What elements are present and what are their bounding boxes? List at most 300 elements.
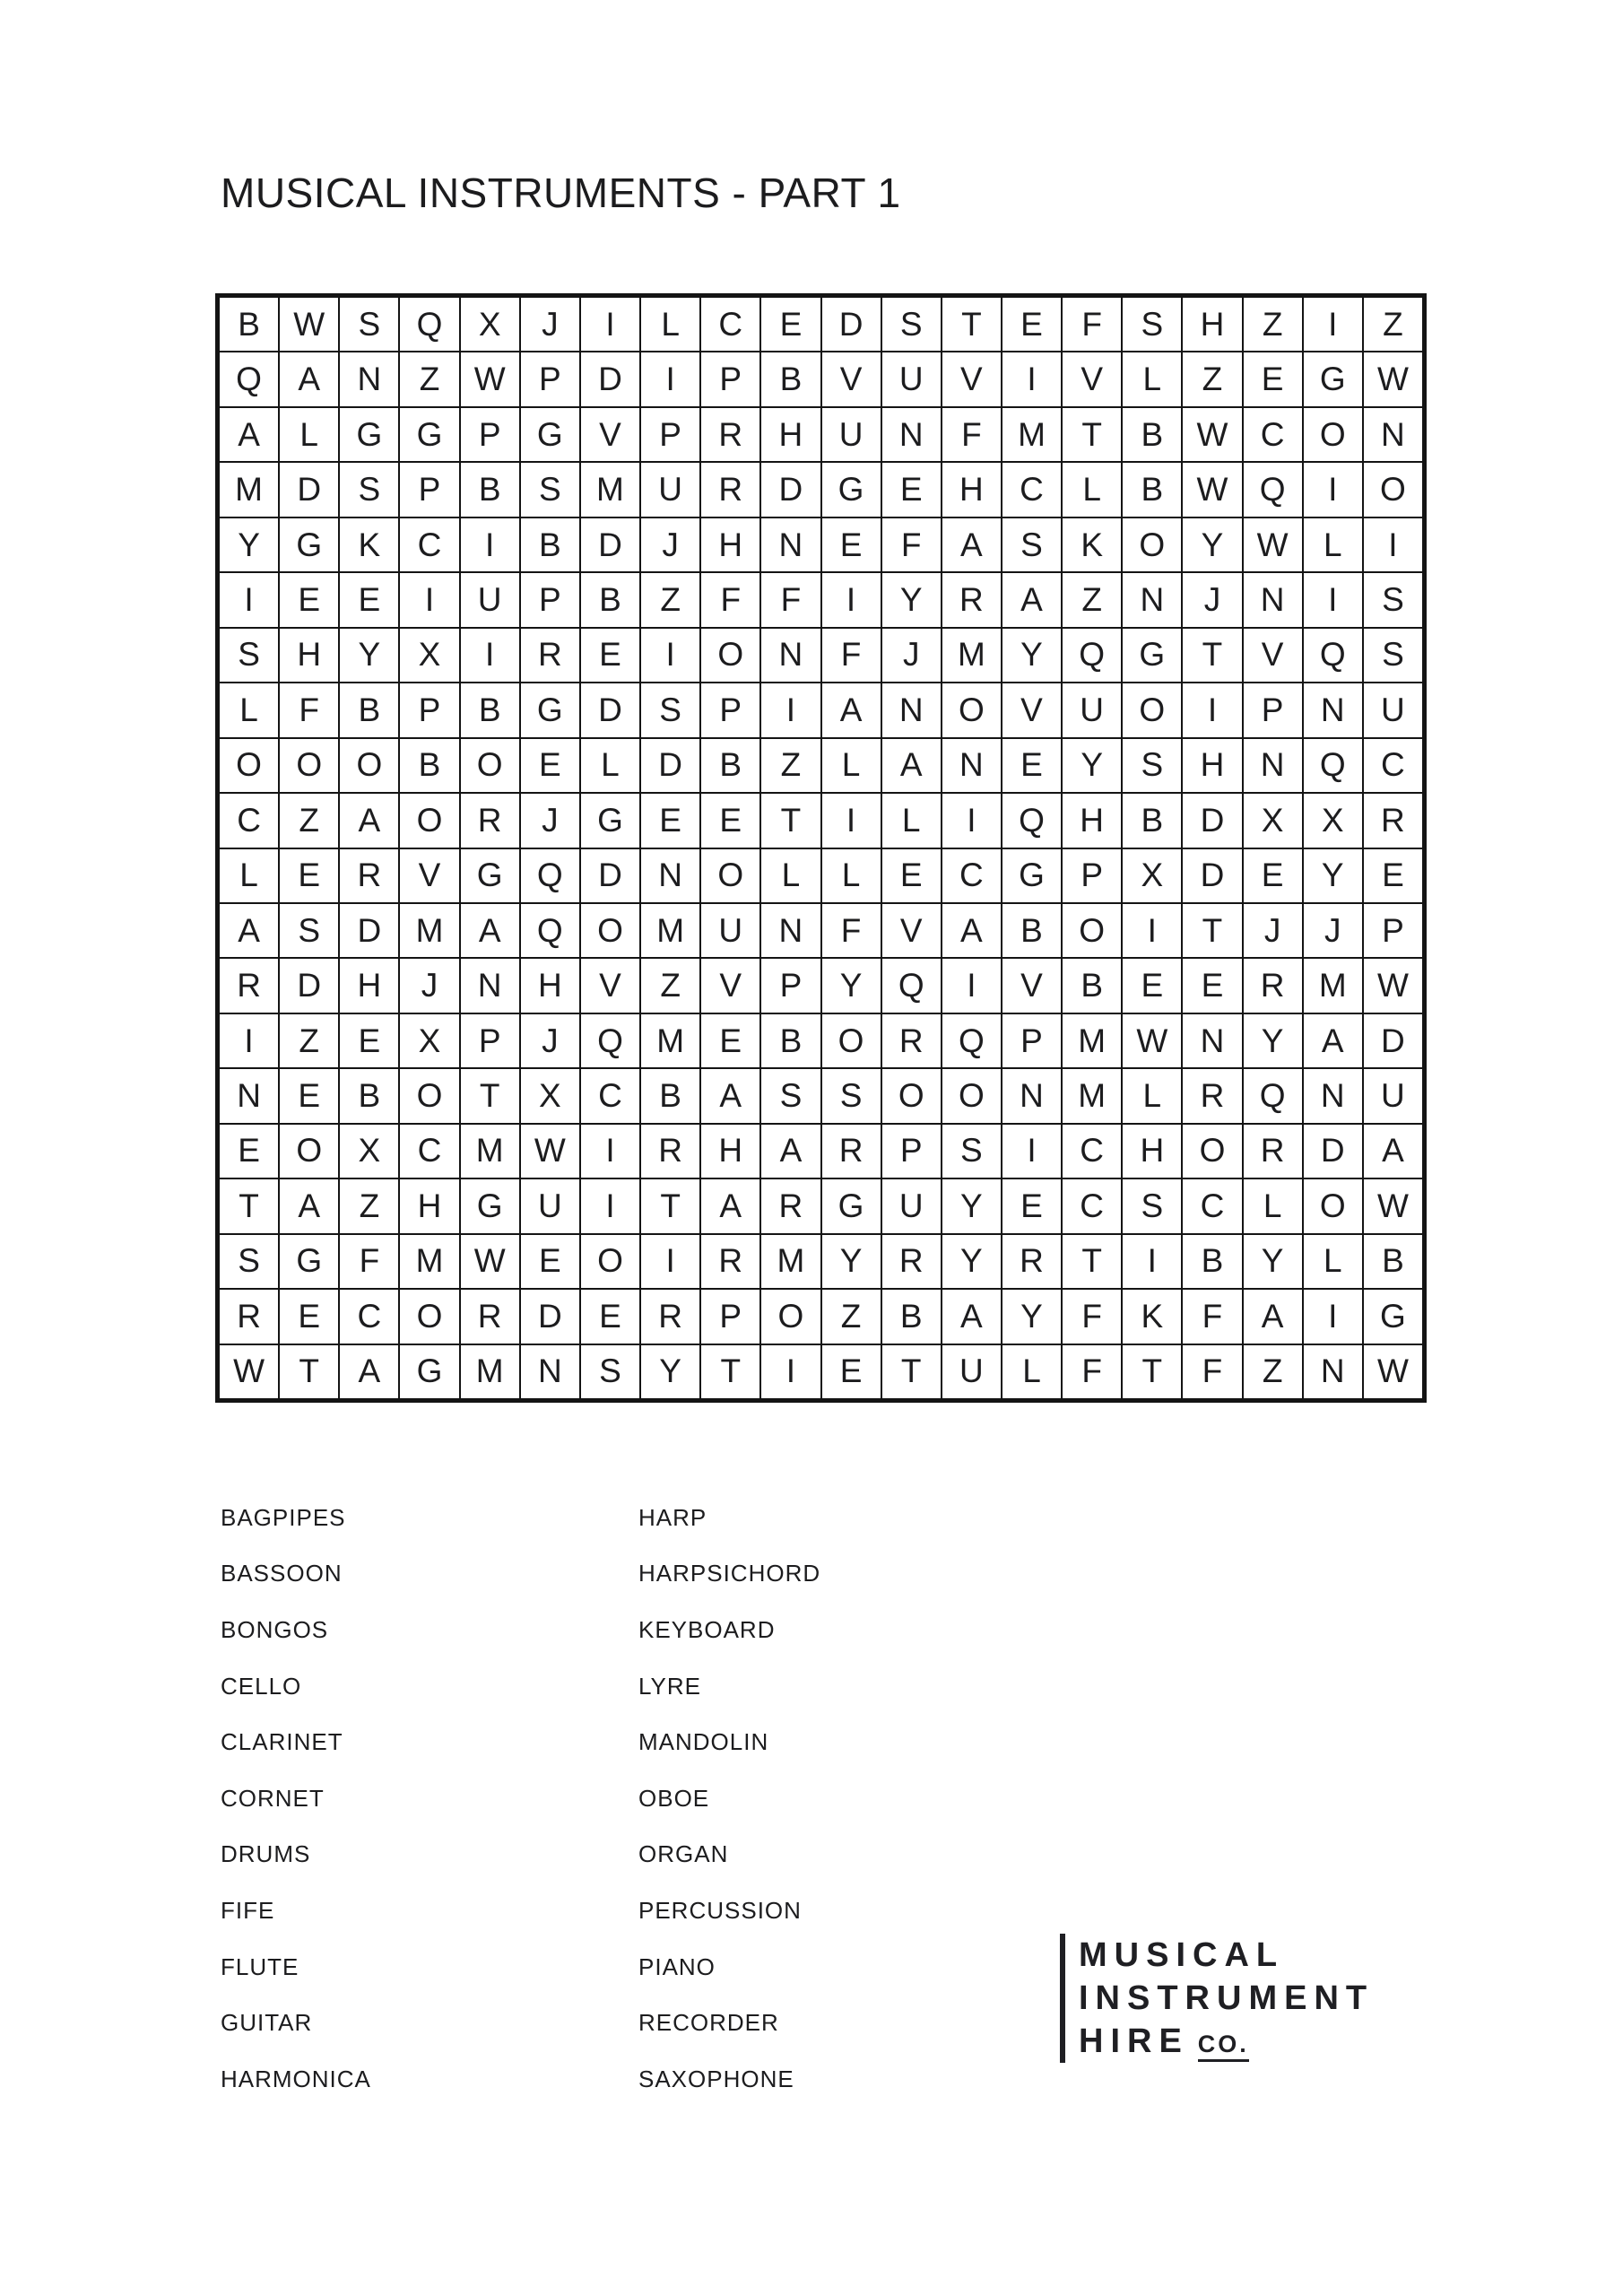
grid-cell: Y xyxy=(1243,1234,1303,1289)
grid-cell: Z xyxy=(1182,352,1242,406)
grid-cell: Y xyxy=(942,1178,1002,1233)
grid-cell: P xyxy=(760,958,820,1013)
grid-cell: S xyxy=(1002,517,1062,572)
grid-cell: C xyxy=(1243,407,1303,462)
grid-cell: R xyxy=(1243,1124,1303,1178)
grid-cell: M xyxy=(640,903,700,958)
grid-cell: L xyxy=(760,848,820,903)
grid-cell: A xyxy=(700,1068,760,1123)
grid-cell: T xyxy=(460,1068,520,1123)
grid-cell: D xyxy=(339,903,399,958)
grid-cell: H xyxy=(279,628,339,683)
grid-cell: T xyxy=(1182,628,1242,683)
grid-cell: D xyxy=(580,683,640,737)
logo-line-instrument: INSTRUMENT xyxy=(1079,1979,1375,2017)
grid-cell: D xyxy=(279,462,339,517)
grid-cell: F xyxy=(760,572,820,627)
grid-cell: E xyxy=(520,738,580,793)
word-list-item: MANDOLIN xyxy=(638,1728,769,1756)
grid-cell: C xyxy=(1363,738,1423,793)
grid-cell: O xyxy=(399,1289,459,1344)
grid-cell: R xyxy=(942,572,1002,627)
grid-cell: S xyxy=(219,1234,279,1289)
grid-cell: M xyxy=(1062,1013,1122,1068)
grid-cell: V xyxy=(399,848,459,903)
word-list-item: CLARINET xyxy=(221,1728,343,1756)
grid-cell: A xyxy=(339,793,399,848)
grid-cell: U xyxy=(1363,683,1423,737)
grid-cell: R xyxy=(640,1289,700,1344)
grid-cell: M xyxy=(640,1013,700,1068)
grid-cell: M xyxy=(399,1234,459,1289)
grid-cell: Z xyxy=(1363,297,1423,352)
grid-cell: B xyxy=(700,738,760,793)
grid-cell: Q xyxy=(1062,628,1122,683)
grid-cell: F xyxy=(1182,1289,1242,1344)
grid-cell: T xyxy=(279,1344,339,1399)
grid-cell: S xyxy=(1122,738,1182,793)
grid-cell: T xyxy=(881,1344,942,1399)
grid-cell: I xyxy=(580,297,640,352)
grid-cell: Q xyxy=(219,352,279,406)
grid-cell: O xyxy=(1122,683,1182,737)
grid-cell: Q xyxy=(1243,1068,1303,1123)
grid-cell: J xyxy=(1182,572,1242,627)
grid-cell: M xyxy=(1002,407,1062,462)
word-list-right xyxy=(638,1490,820,2108)
grid-cell: I xyxy=(760,683,820,737)
grid-cell: F xyxy=(1182,1344,1242,1399)
grid-cell: Y xyxy=(1002,628,1062,683)
grid-cell: A xyxy=(1243,1289,1303,1344)
grid-cell: N xyxy=(1002,1068,1062,1123)
grid-cell: D xyxy=(580,352,640,406)
word-list-left xyxy=(221,1490,371,2108)
grid-cell: J xyxy=(520,297,580,352)
grid-cell: O xyxy=(821,1013,881,1068)
grid-cell: Q xyxy=(580,1013,640,1068)
grid-cell: X xyxy=(339,1124,399,1178)
grid-cell: S xyxy=(279,903,339,958)
grid-cell: B xyxy=(339,683,399,737)
word-list-item: RECORDER xyxy=(638,2009,779,2037)
grid-cell: E xyxy=(881,462,942,517)
grid-cell: W xyxy=(520,1124,580,1178)
grid-cell: L xyxy=(640,297,700,352)
grid-cell: I xyxy=(580,1124,640,1178)
grid-cell: O xyxy=(942,683,1002,737)
word-list-item: HARPSICHORD xyxy=(638,1560,821,1587)
grid-cell: B xyxy=(1122,407,1182,462)
word-list-item: GUITAR xyxy=(221,2009,313,2037)
grid-cell: M xyxy=(580,462,640,517)
grid-cell: E xyxy=(821,1344,881,1399)
grid-cell: O xyxy=(1363,462,1423,517)
grid-cell: X xyxy=(460,297,520,352)
grid-cell: O xyxy=(760,1289,820,1344)
grid-cell: L xyxy=(821,848,881,903)
grid-cell: N xyxy=(339,352,399,406)
grid-cell: S xyxy=(580,1344,640,1399)
grid-cell: P xyxy=(520,352,580,406)
grid-cell: G xyxy=(821,1178,881,1233)
grid-cell: D xyxy=(760,462,820,517)
grid-cell: M xyxy=(942,628,1002,683)
word-list-item: FIFE xyxy=(221,1896,275,1924)
grid-cell: F xyxy=(821,903,881,958)
grid-cell: G xyxy=(279,1234,339,1289)
page-title: MUSICAL INSTRUMENTS - PART 1 xyxy=(221,170,901,216)
grid-cell: R xyxy=(760,1178,820,1233)
grid-cell: F xyxy=(881,517,942,572)
grid-cell: V xyxy=(821,352,881,406)
grid-cell: T xyxy=(640,1178,700,1233)
grid-cell: G xyxy=(339,407,399,462)
word-list-item: BONGOS xyxy=(221,1615,329,1643)
grid-cell: N xyxy=(1182,1013,1242,1068)
grid-cell: W xyxy=(279,297,339,352)
grid-cell: P xyxy=(1062,848,1122,903)
grid-cell: E xyxy=(1122,958,1182,1013)
grid-cell: A xyxy=(219,407,279,462)
grid-cell: I xyxy=(1303,1289,1363,1344)
grid-cell: P xyxy=(700,683,760,737)
grid-cell: Y xyxy=(821,1234,881,1289)
grid-cell: U xyxy=(520,1178,580,1233)
grid-cell: E xyxy=(580,1289,640,1344)
grid-cell: P xyxy=(460,407,520,462)
grid-cell: L xyxy=(881,793,942,848)
grid-cell: O xyxy=(1062,903,1122,958)
grid-cell: A xyxy=(942,903,1002,958)
grid-cell: I xyxy=(460,628,520,683)
grid-cell: J xyxy=(520,1013,580,1068)
grid-cell: V xyxy=(881,903,942,958)
grid-cell: D xyxy=(1363,1013,1423,1068)
grid-cell: T xyxy=(760,793,820,848)
grid-cell: Q xyxy=(520,848,580,903)
grid-cell: V xyxy=(1062,352,1122,406)
grid-cell: B xyxy=(1363,1234,1423,1289)
grid-cell: D xyxy=(1182,793,1242,848)
grid-cell: D xyxy=(640,738,700,793)
grid-cell: G xyxy=(1303,352,1363,406)
grid-cell: P xyxy=(1002,1013,1062,1068)
grid-cell: S xyxy=(760,1068,820,1123)
grid-cell: P xyxy=(700,352,760,406)
grid-cell: S xyxy=(821,1068,881,1123)
grid-cell: O xyxy=(1122,517,1182,572)
grid-cell: Y xyxy=(881,572,942,627)
grid-cell: U xyxy=(881,352,942,406)
logo-co-label: CO. xyxy=(1198,2032,1249,2062)
grid-cell: J xyxy=(520,793,580,848)
grid-cell: I xyxy=(1363,517,1423,572)
grid-cell: E xyxy=(520,1234,580,1289)
word-list-item: BAGPIPES xyxy=(221,1503,346,1531)
grid-cell: R xyxy=(640,1124,700,1178)
grid-cell: S xyxy=(942,1124,1002,1178)
grid-cell: B xyxy=(219,297,279,352)
grid-cell: O xyxy=(399,793,459,848)
grid-cell: W xyxy=(1363,352,1423,406)
grid-cell: J xyxy=(399,958,459,1013)
grid-cell: C xyxy=(399,517,459,572)
grid-cell: H xyxy=(1182,297,1242,352)
grid-cell: E xyxy=(339,1013,399,1068)
grid-cell: P xyxy=(881,1124,942,1178)
grid-cell: E xyxy=(279,1068,339,1123)
grid-cell: H xyxy=(700,517,760,572)
grid-cell: R xyxy=(460,1289,520,1344)
grid-cell: S xyxy=(881,297,942,352)
grid-cell: I xyxy=(1122,903,1182,958)
grid-cell: Q xyxy=(1002,793,1062,848)
grid-cell: M xyxy=(760,1234,820,1289)
grid-cell: V xyxy=(1243,628,1303,683)
grid-cell: R xyxy=(219,958,279,1013)
grid-cell: M xyxy=(219,462,279,517)
grid-cell: I xyxy=(821,572,881,627)
grid-cell: M xyxy=(1303,958,1363,1013)
grid-cell: L xyxy=(279,407,339,462)
grid-cell: E xyxy=(700,1013,760,1068)
logo-hire-label: HIRE xyxy=(1079,2022,1189,2060)
grid-cell: L xyxy=(580,738,640,793)
grid-cell: J xyxy=(1243,903,1303,958)
grid-cell: T xyxy=(700,1344,760,1399)
grid-cell: I xyxy=(942,793,1002,848)
grid-cell: N xyxy=(1303,1068,1363,1123)
grid-cell: L xyxy=(821,738,881,793)
grid-cell: S xyxy=(339,297,399,352)
grid-cell: E xyxy=(1243,848,1303,903)
grid-cell: K xyxy=(1062,517,1122,572)
grid-cell: B xyxy=(1182,1234,1242,1289)
grid-cell: D xyxy=(279,958,339,1013)
grid-cell: N xyxy=(760,903,820,958)
grid-cell: C xyxy=(399,1124,459,1178)
grid-cell: G xyxy=(520,407,580,462)
grid-cell: G xyxy=(460,1178,520,1233)
grid-cell: O xyxy=(339,738,399,793)
grid-cell: W xyxy=(1182,407,1242,462)
grid-cell: V xyxy=(580,958,640,1013)
grid-cell: N xyxy=(520,1344,580,1399)
grid-cell: U xyxy=(700,903,760,958)
grid-cell: H xyxy=(1122,1124,1182,1178)
grid-cell: I xyxy=(1303,297,1363,352)
grid-cell: V xyxy=(1002,683,1062,737)
grid-cell: V xyxy=(942,352,1002,406)
grid-cell: B xyxy=(1122,462,1182,517)
grid-cell: E xyxy=(219,1124,279,1178)
logo-line-hire-co xyxy=(1079,2020,1374,2063)
grid-cell: N xyxy=(760,517,820,572)
grid-cell: I xyxy=(760,1344,820,1399)
grid-cell: F xyxy=(821,628,881,683)
grid-cell: N xyxy=(1303,1344,1363,1399)
grid-cell: L xyxy=(219,848,279,903)
grid-cell: B xyxy=(1062,958,1122,1013)
grid-cell: R xyxy=(1243,958,1303,1013)
grid-cell: W xyxy=(219,1344,279,1399)
grid-cell: A xyxy=(700,1178,760,1233)
grid-cell: G xyxy=(1122,628,1182,683)
grid-cell: E xyxy=(821,517,881,572)
grid-cell: Z xyxy=(1243,297,1303,352)
grid-cell: X xyxy=(1122,848,1182,903)
grid-cell: H xyxy=(1062,793,1122,848)
grid-cell: W xyxy=(1363,1178,1423,1233)
grid-cell: I xyxy=(1303,572,1363,627)
grid-cell: G xyxy=(520,683,580,737)
grid-cell: E xyxy=(640,793,700,848)
grid-cell: B xyxy=(1002,903,1062,958)
grid-cell: P xyxy=(520,572,580,627)
grid-cell: B xyxy=(399,738,459,793)
grid-cell: H xyxy=(1182,738,1242,793)
grid-cell: Z xyxy=(1243,1344,1303,1399)
grid-cell: V xyxy=(700,958,760,1013)
grid-cell: G xyxy=(1363,1289,1423,1344)
grid-cell: S xyxy=(339,462,399,517)
grid-cell: L xyxy=(1062,462,1122,517)
grid-cell: Y xyxy=(1062,738,1122,793)
grid-cell: E xyxy=(1243,352,1303,406)
grid-cell: C xyxy=(1062,1124,1122,1178)
logo-line-musical: MUSICAL xyxy=(1079,1936,1285,1974)
grid-cell: U xyxy=(1062,683,1122,737)
grid-cell: I xyxy=(640,352,700,406)
grid-cell: P xyxy=(700,1289,760,1344)
grid-cell: S xyxy=(520,462,580,517)
grid-cell: N xyxy=(1363,407,1423,462)
grid-cell: E xyxy=(279,848,339,903)
grid-cell: N xyxy=(1122,572,1182,627)
grid-cell: Q xyxy=(1303,628,1363,683)
grid-cell: P xyxy=(399,683,459,737)
grid-cell: N xyxy=(640,848,700,903)
grid-cell: N xyxy=(1303,683,1363,737)
grid-cell: U xyxy=(821,407,881,462)
grid-cell: G xyxy=(821,462,881,517)
grid-cell: N xyxy=(760,628,820,683)
grid-cell: O xyxy=(881,1068,942,1123)
grid-cell: B xyxy=(1122,793,1182,848)
grid-cell: C xyxy=(219,793,279,848)
grid-cell: I xyxy=(821,793,881,848)
grid-cell: J xyxy=(1303,903,1363,958)
grid-cell: O xyxy=(580,903,640,958)
grid-cell: E xyxy=(700,793,760,848)
grid-cell: O xyxy=(700,848,760,903)
grid-cell: G xyxy=(399,407,459,462)
grid-cell: A xyxy=(279,1178,339,1233)
grid-cell: U xyxy=(1363,1068,1423,1123)
grid-cell: B xyxy=(580,572,640,627)
grid-cell: N xyxy=(1243,572,1303,627)
grid-cell: E xyxy=(580,628,640,683)
grid-cell: A xyxy=(339,1344,399,1399)
grid-cell: R xyxy=(1182,1068,1242,1123)
grid-cell: P xyxy=(640,407,700,462)
grid-cell: A xyxy=(821,683,881,737)
grid-cell: A xyxy=(760,1124,820,1178)
grid-cell: A xyxy=(1002,572,1062,627)
grid-cell: H xyxy=(520,958,580,1013)
grid-cell: V xyxy=(1002,958,1062,1013)
grid-cell: R xyxy=(460,793,520,848)
grid-cell: Q xyxy=(942,1013,1002,1068)
grid-cell: A xyxy=(279,352,339,406)
grid-cell: I xyxy=(219,1013,279,1068)
grid-cell: L xyxy=(1303,1234,1363,1289)
grid-cell: C xyxy=(1062,1178,1122,1233)
word-list-item: FLUTE xyxy=(221,1952,299,1980)
grid-cell: N xyxy=(1243,738,1303,793)
grid-cell: T xyxy=(1122,1344,1182,1399)
grid-cell: P xyxy=(460,1013,520,1068)
grid-cell: Q xyxy=(520,903,580,958)
word-list-item: KEYBOARD xyxy=(638,1615,776,1643)
grid-cell: O xyxy=(460,738,520,793)
grid-cell: R xyxy=(881,1234,942,1289)
word-list-item: SAXOPHONE xyxy=(638,2065,794,2092)
grid-cell: A xyxy=(881,738,942,793)
grid-cell: R xyxy=(1363,793,1423,848)
grid-cell: K xyxy=(339,517,399,572)
grid-cell: C xyxy=(700,297,760,352)
grid-cell: B xyxy=(520,517,580,572)
word-list-item: HARP xyxy=(638,1503,707,1531)
grid-cell: F xyxy=(1062,1344,1122,1399)
grid-cell: M xyxy=(399,903,459,958)
grid-cell: S xyxy=(1122,297,1182,352)
grid-cell: O xyxy=(279,738,339,793)
grid-cell: W xyxy=(460,1234,520,1289)
grid-cell: P xyxy=(1243,683,1303,737)
grid-cell: K xyxy=(1122,1289,1182,1344)
grid-cell: H xyxy=(700,1124,760,1178)
grid-cell: J xyxy=(881,628,942,683)
grid-cell: O xyxy=(279,1124,339,1178)
grid-cell: Z xyxy=(1062,572,1122,627)
grid-cell: M xyxy=(1062,1068,1122,1123)
word-list-item: DRUMS xyxy=(221,1840,311,1868)
grid-cell: S xyxy=(1363,628,1423,683)
grid-cell: S xyxy=(640,683,700,737)
grid-cell: O xyxy=(942,1068,1002,1123)
grid-cell: Y xyxy=(640,1344,700,1399)
grid-cell: X xyxy=(399,1013,459,1068)
grid-cell: S xyxy=(1122,1178,1182,1233)
grid-cell: Y xyxy=(942,1234,1002,1289)
grid-cell: Q xyxy=(1303,738,1363,793)
grid-cell: O xyxy=(700,628,760,683)
grid-cell: R xyxy=(520,628,580,683)
grid-cell: Z xyxy=(640,572,700,627)
grid-cell: H xyxy=(942,462,1002,517)
grid-cell: E xyxy=(279,572,339,627)
grid-cell: Y xyxy=(1182,517,1242,572)
grid-cell: F xyxy=(279,683,339,737)
word-list-item: BASSOON xyxy=(221,1560,343,1587)
grid-cell: R xyxy=(700,407,760,462)
grid-cell: Z xyxy=(821,1289,881,1344)
grid-cell: D xyxy=(580,848,640,903)
grid-cell: O xyxy=(1303,1178,1363,1233)
